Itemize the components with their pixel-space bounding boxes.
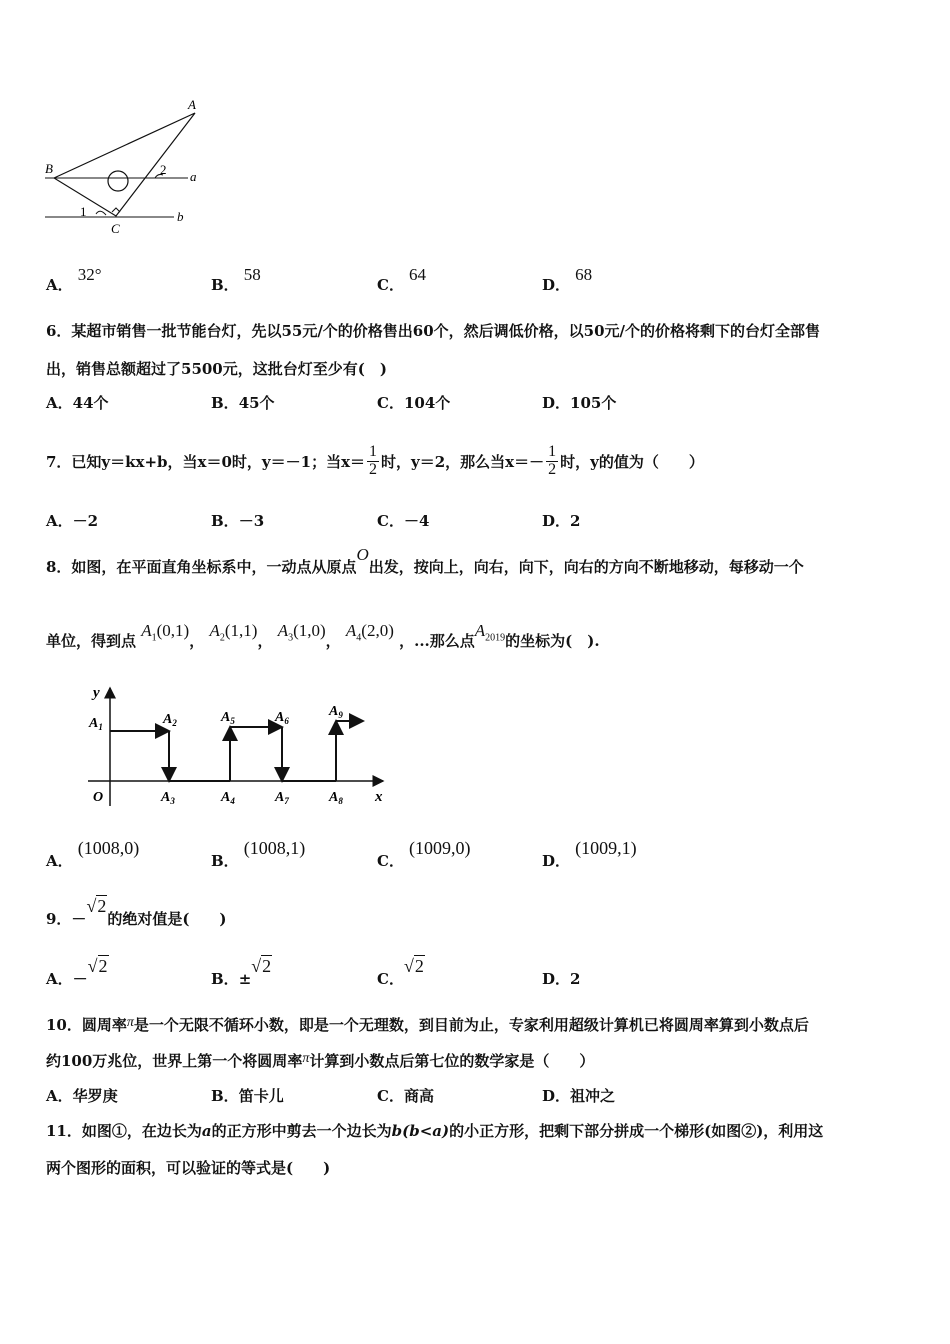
option-value: －4 bbox=[403, 512, 430, 530]
q5-label-C: C bbox=[111, 221, 120, 236]
point-subscript: 2019 bbox=[485, 632, 506, 644]
q8-target-point bbox=[474, 621, 506, 644]
option-value: 68 bbox=[575, 265, 593, 284]
q6-option-d[interactable] bbox=[542, 392, 616, 413]
option-letter: C． bbox=[377, 970, 404, 988]
q8-stem-line2: 单位，得到点 $A_1(0,1)$， $A_2(1,1)$， $A_3(1,0)$， $A_4(2,0)$ ，...那么点$A_{2019}$的坐标为( ). bbox=[46, 621, 600, 650]
q5-option-b[interactable] bbox=[211, 264, 261, 294]
radicand: 2 bbox=[414, 956, 424, 976]
option-value: 商高 bbox=[403, 1087, 434, 1105]
q8-figure bbox=[85, 683, 395, 808]
q10-option-a[interactable] bbox=[46, 1085, 118, 1106]
q8-axis-x-label: x bbox=[375, 789, 383, 805]
q8-point-a1 bbox=[141, 621, 190, 644]
q7-fraction-2 bbox=[546, 444, 558, 479]
q5-option-a[interactable] bbox=[46, 264, 102, 294]
q8-origin-label: O bbox=[93, 790, 104, 805]
point-name: A bbox=[141, 621, 152, 640]
option-letter: A． bbox=[46, 852, 73, 870]
option-letter: C． bbox=[377, 276, 404, 294]
q10-option-d[interactable] bbox=[542, 1085, 615, 1106]
q8-label-A5: $A_5$ bbox=[221, 710, 235, 726]
q8-text-4: ，...那么点 bbox=[399, 632, 475, 650]
q10-option-c[interactable] bbox=[377, 1085, 434, 1106]
q6-stem-line2: 出，销售总额超过了5500元，这批台灯至少有( ) bbox=[46, 360, 387, 378]
q6-stem-line1: 6．某超市销售一批节能台灯，先以55元/个的价格售出60个，然后调低价格，以50元/个的价格将剩下的台灯全部售 bbox=[46, 322, 821, 340]
radicand: 2 bbox=[98, 956, 108, 976]
option-value: 105个 bbox=[570, 394, 617, 412]
q11-text-1: 11．如图①，在边长为 bbox=[46, 1122, 202, 1140]
option-letter: D． bbox=[542, 394, 571, 412]
q9-stem bbox=[46, 896, 227, 928]
option-letter: C． bbox=[377, 852, 404, 870]
q9-text-2: 的绝对值是( ) bbox=[107, 910, 227, 928]
option-value: (1008,1) bbox=[243, 838, 306, 858]
point-subscript: 3 bbox=[288, 632, 294, 644]
option-sqrt: √2 bbox=[87, 956, 108, 976]
q10-text-2: 是一个无限不循环小数，即是一个无理数，到目前为止，专家利用超级计算机已将圆周率算到小数点后 bbox=[133, 1016, 809, 1034]
q11-text-3: 的小正方形，把剩下部分拼成一个梯形(如图②)，利用这 bbox=[449, 1122, 824, 1140]
option-letter: B． bbox=[211, 852, 239, 870]
q10-text-1: 10．圆周率 bbox=[46, 1016, 127, 1034]
point-subscript: 2 bbox=[219, 632, 225, 644]
q10-pi: π bbox=[126, 1015, 134, 1030]
radicand: 2 bbox=[97, 896, 107, 916]
q10-text-3: 约100万兆位，世界上第一个将圆周率 bbox=[46, 1052, 303, 1070]
q11-var-a: a bbox=[201, 1122, 212, 1140]
point-subscript: 1 bbox=[151, 632, 157, 644]
q8-label-A8: $A_8$ bbox=[329, 790, 343, 806]
option-value: －2 bbox=[72, 512, 99, 530]
option-value: －3 bbox=[238, 512, 265, 530]
q5-option-d[interactable] bbox=[542, 264, 593, 294]
q8-label-A9: $A_9$ bbox=[329, 704, 343, 720]
q5-label-angle1: 1 bbox=[80, 204, 87, 219]
q8-axis-y-label: y bbox=[93, 685, 100, 701]
q8-text-1: 8．如图，在平面直角坐标系中，一动点从原点 bbox=[46, 558, 357, 576]
q8-option-b[interactable] bbox=[211, 838, 306, 870]
q5-label-a: a bbox=[190, 169, 197, 184]
q8-option-d[interactable] bbox=[542, 838, 637, 870]
option-value: (1009,0) bbox=[409, 838, 471, 858]
q8-text-3: 单位，得到点 bbox=[46, 632, 137, 650]
q7-text-3: 时，y的值为（ ） bbox=[560, 452, 704, 471]
fraction-numerator: 1 bbox=[548, 442, 557, 460]
option-letter: B． bbox=[211, 970, 239, 988]
q6-option-a[interactable] bbox=[46, 392, 109, 413]
q7-option-a[interactable] bbox=[46, 510, 98, 531]
q5-label-angle2: 2 bbox=[160, 162, 167, 177]
q7-option-c[interactable] bbox=[377, 510, 429, 531]
option-value: 44个 bbox=[72, 394, 109, 412]
q8-text-5: 的坐标为( ). bbox=[505, 632, 600, 650]
option-sqrt: √2 bbox=[403, 956, 424, 976]
option-prefix: － bbox=[72, 970, 88, 988]
q5-label-b: b bbox=[177, 209, 184, 224]
q10-stem-line1 bbox=[46, 1014, 809, 1035]
q8-label-A1: $A_1$ bbox=[89, 716, 103, 732]
option-letter: B． bbox=[211, 1087, 239, 1105]
q9-option-a[interactable] bbox=[46, 956, 109, 988]
q6-option-b[interactable] bbox=[211, 392, 275, 413]
option-letter: A． bbox=[46, 394, 73, 412]
q7-fraction-1 bbox=[367, 444, 379, 479]
fraction-denominator: 2 bbox=[369, 460, 378, 478]
q5-figure bbox=[40, 95, 210, 245]
option-letter: B． bbox=[211, 276, 239, 294]
option-value: 祖冲之 bbox=[570, 1087, 616, 1105]
option-letter: D． bbox=[542, 276, 571, 294]
option-letter: B． bbox=[211, 512, 239, 530]
point-name: A bbox=[474, 621, 486, 640]
option-letter: C． bbox=[377, 512, 404, 530]
q9-option-b[interactable] bbox=[211, 956, 272, 988]
q7-option-d[interactable] bbox=[542, 510, 580, 531]
q8-text-2: 出发，按向上，向右，向下，向右的方向不断地移动，每移动一个 bbox=[368, 558, 804, 576]
fraction-numerator: 1 bbox=[369, 442, 378, 460]
point-name: A bbox=[345, 621, 357, 640]
q8-label-A6: $A_6$ bbox=[275, 710, 289, 726]
point-coords: (1,0) bbox=[293, 621, 326, 640]
option-letter: A． bbox=[46, 512, 73, 530]
option-letter: A． bbox=[46, 970, 73, 988]
q11-text-2: 的正方形中剪去一个边长为 bbox=[211, 1122, 392, 1140]
option-letter: D． bbox=[542, 970, 571, 988]
q5-option-c[interactable] bbox=[377, 264, 427, 294]
q9-sqrt: √2 bbox=[86, 896, 107, 916]
option-letter: A． bbox=[46, 1087, 73, 1105]
q10-pi-2: π bbox=[302, 1051, 310, 1066]
q8-point-a2 bbox=[209, 621, 258, 644]
q7-text-2: 时，y＝2，那么当x＝－ bbox=[381, 452, 545, 471]
q8-point-a4 bbox=[345, 621, 394, 644]
q10-stem-line2 bbox=[46, 1050, 594, 1071]
point-coords: (1,1) bbox=[224, 621, 258, 640]
q8-label-A3: $A_3$ bbox=[161, 790, 175, 806]
q8-option-a[interactable] bbox=[46, 838, 140, 870]
q9-text-1: 9．－ bbox=[46, 910, 87, 928]
radicand: 2 bbox=[262, 956, 272, 976]
option-value: 45个 bbox=[238, 394, 275, 412]
point-coords: (2,0) bbox=[361, 621, 394, 640]
option-value: 2 bbox=[570, 970, 581, 988]
q11-stem-line2: 两个图形的面积，可以验证的等式是( ) bbox=[46, 1159, 331, 1177]
q8-label-A4: $A_4$ bbox=[221, 790, 235, 806]
option-letter: D． bbox=[542, 852, 571, 870]
option-letter: D． bbox=[542, 512, 571, 530]
point-name: A bbox=[277, 621, 289, 640]
q5-label-A: A bbox=[188, 97, 196, 112]
q11-var-b: b bbox=[391, 1122, 403, 1140]
q11-stem-line1 bbox=[46, 1120, 823, 1141]
q8-option-c[interactable] bbox=[377, 838, 471, 870]
point-subscript: 4 bbox=[356, 632, 362, 644]
option-value: 2 bbox=[570, 512, 581, 530]
option-value: 32° bbox=[77, 265, 102, 284]
option-letter: C． bbox=[377, 394, 404, 412]
option-value: 58 bbox=[243, 265, 261, 284]
q7-text-1: 7．已知y＝kx+b，当x＝0时，y＝－1；当x＝ bbox=[46, 452, 366, 471]
q5-label-B: B bbox=[45, 161, 53, 176]
q10-text-4: 计算到小数点后第七位的数学家是（ ） bbox=[309, 1052, 595, 1070]
q8-label-A2: $A_2$ bbox=[163, 712, 177, 728]
q8-stem-line1 bbox=[46, 545, 804, 577]
option-letter: D． bbox=[542, 1087, 571, 1105]
q11-condition: (b<a) bbox=[402, 1122, 450, 1140]
option-value: 笛卡儿 bbox=[238, 1087, 284, 1105]
q8-point-a3 bbox=[277, 621, 326, 644]
option-prefix: ± bbox=[238, 970, 252, 988]
option-value: 64 bbox=[409, 265, 427, 284]
option-sqrt: √2 bbox=[251, 956, 272, 976]
option-value: (1009,1) bbox=[575, 838, 637, 858]
q7-stem bbox=[46, 425, 704, 497]
fraction-denominator: 2 bbox=[548, 460, 557, 478]
option-letter: A． bbox=[46, 276, 73, 294]
q10-option-b[interactable] bbox=[211, 1085, 284, 1106]
option-letter: C． bbox=[377, 1087, 404, 1105]
q8-origin: O bbox=[356, 545, 369, 564]
q8-label-A7: $A_7$ bbox=[275, 790, 289, 806]
q7-option-b[interactable] bbox=[211, 510, 264, 531]
option-value: 104个 bbox=[403, 394, 451, 412]
option-letter: B． bbox=[211, 394, 239, 412]
option-value: 华罗庚 bbox=[72, 1087, 118, 1105]
point-name: A bbox=[209, 621, 220, 640]
q9-option-c[interactable] bbox=[377, 956, 425, 988]
q6-option-c[interactable] bbox=[377, 392, 450, 413]
option-value: (1008,0) bbox=[77, 838, 140, 858]
q9-option-d[interactable] bbox=[542, 968, 580, 989]
point-coords: (0,1) bbox=[156, 621, 190, 640]
